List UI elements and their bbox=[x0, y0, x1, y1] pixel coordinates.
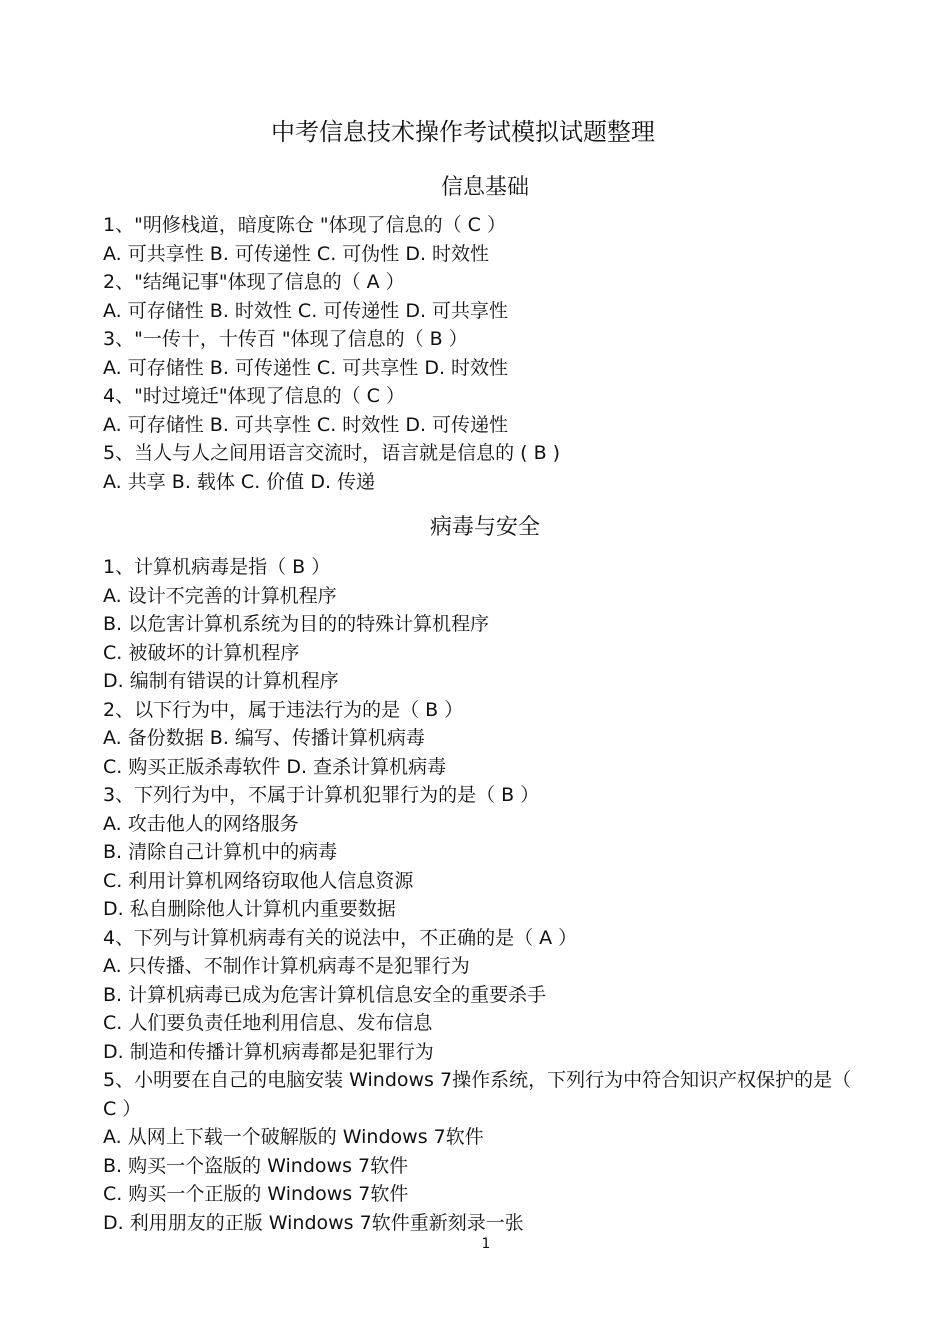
question-line: 2、以下行为中，属于违法行为的是（ B ） bbox=[103, 698, 464, 721]
section-virus-security bbox=[103, 553, 863, 1237]
section-heading-info-basics: 信息基础 bbox=[440, 175, 529, 200]
question-line: 3、下列行为中，不属于计算机犯罪行为的是（ B ） bbox=[103, 784, 540, 806]
section-heading-virus-security: 病毒与安全 bbox=[429, 515, 540, 540]
options-line: A. 可存储性 B. 可共享性 C. 时效性 D. 可传递性 bbox=[103, 413, 509, 436]
question-line: 2、"结绳记事"体现了信息的（ A ） bbox=[103, 271, 405, 293]
question-line: 3、"一传十，十传百 "体现了信息的（ B ） bbox=[103, 328, 468, 350]
question-line: 1、计算机病毒是指（ B ） bbox=[103, 556, 331, 578]
question-line: 4、"时过境迁"体现了信息的（ C ） bbox=[103, 385, 405, 407]
options-line: A. 备份数据 B. 编写、传播计算机病毒 bbox=[103, 727, 425, 749]
option-line: B. 以危害计算机系统为目的的特殊计算机程序 bbox=[103, 613, 490, 635]
section-info-basics bbox=[103, 211, 863, 496]
option-line: A. 只传播、不制作计算机病毒不是犯罪行为 bbox=[103, 955, 470, 977]
question-line: 4、下列与计算机病毒有关的说法中，不正确的是（ A ） bbox=[103, 926, 578, 949]
options-line: A. 可共享性 B. 可传递性 C. 可伪性 D. 时效性 bbox=[103, 242, 490, 265]
option-line: D. 编制有错误的计算机程序 bbox=[103, 670, 339, 692]
option-line: A. 设计不完善的计算机程序 bbox=[103, 584, 337, 607]
option-line: C. 利用计算机网络窃取他人信息资源 bbox=[103, 869, 414, 892]
option-line: C. 被破坏的计算机程序 bbox=[103, 641, 300, 664]
option-line: A. 从网上下载一个破解版的 Windows 7软件 bbox=[103, 1126, 484, 1148]
option-line: B. 购买一个盗版的 Windows 7软件 bbox=[103, 1154, 409, 1177]
option-line: A. 攻击他人的网络服务 bbox=[103, 812, 299, 835]
question-line: 5、当人与人之间用语言交流时，语言就是信息的 ( B ) bbox=[103, 442, 561, 464]
option-line: D. 利用朋友的正版 Windows 7软件重新刻录一张 bbox=[103, 1211, 524, 1234]
question-line: 1、"明修栈道，暗度陈仓 "体现了信息的（ C ） bbox=[103, 214, 506, 236]
option-line: C. 购买一个正版的 Windows 7软件 bbox=[103, 1183, 409, 1205]
option-line: D. 私自删除他人计算机内重要数据 bbox=[103, 898, 396, 920]
document-title: 中考信息技术操作考试模拟试题整理 bbox=[271, 118, 655, 146]
question-line: 5、小明要在自己的电脑安装 Windows 7操作系统，下列行为中符合知识产权保护的是（ C ） bbox=[103, 1069, 852, 1120]
option-line: D. 制造和传播计算机病毒都是犯罪行为 bbox=[103, 1040, 434, 1063]
option-line: B. 清除自己计算机中的病毒 bbox=[103, 841, 338, 863]
option-line: B. 计算机病毒已成为危害计算机信息安全的重要杀手 bbox=[103, 983, 547, 1006]
page-number: 1 bbox=[481, 1236, 491, 1252]
options-line: A. 共享 B. 载体 C. 价值 D. 传递 bbox=[103, 470, 376, 493]
option-line: C. 人们要负责任地利用信息、发布信息 bbox=[103, 1012, 433, 1034]
options-line: A. 可存储性 B. 时效性 C. 可传递性 D. 可共享性 bbox=[103, 299, 509, 322]
options-line: A. 可存储性 B. 可传递性 C. 可共享性 D. 时效性 bbox=[103, 356, 509, 379]
options-line: C. 购买正版杀毒软件 D. 查杀计算机病毒 bbox=[103, 755, 447, 778]
